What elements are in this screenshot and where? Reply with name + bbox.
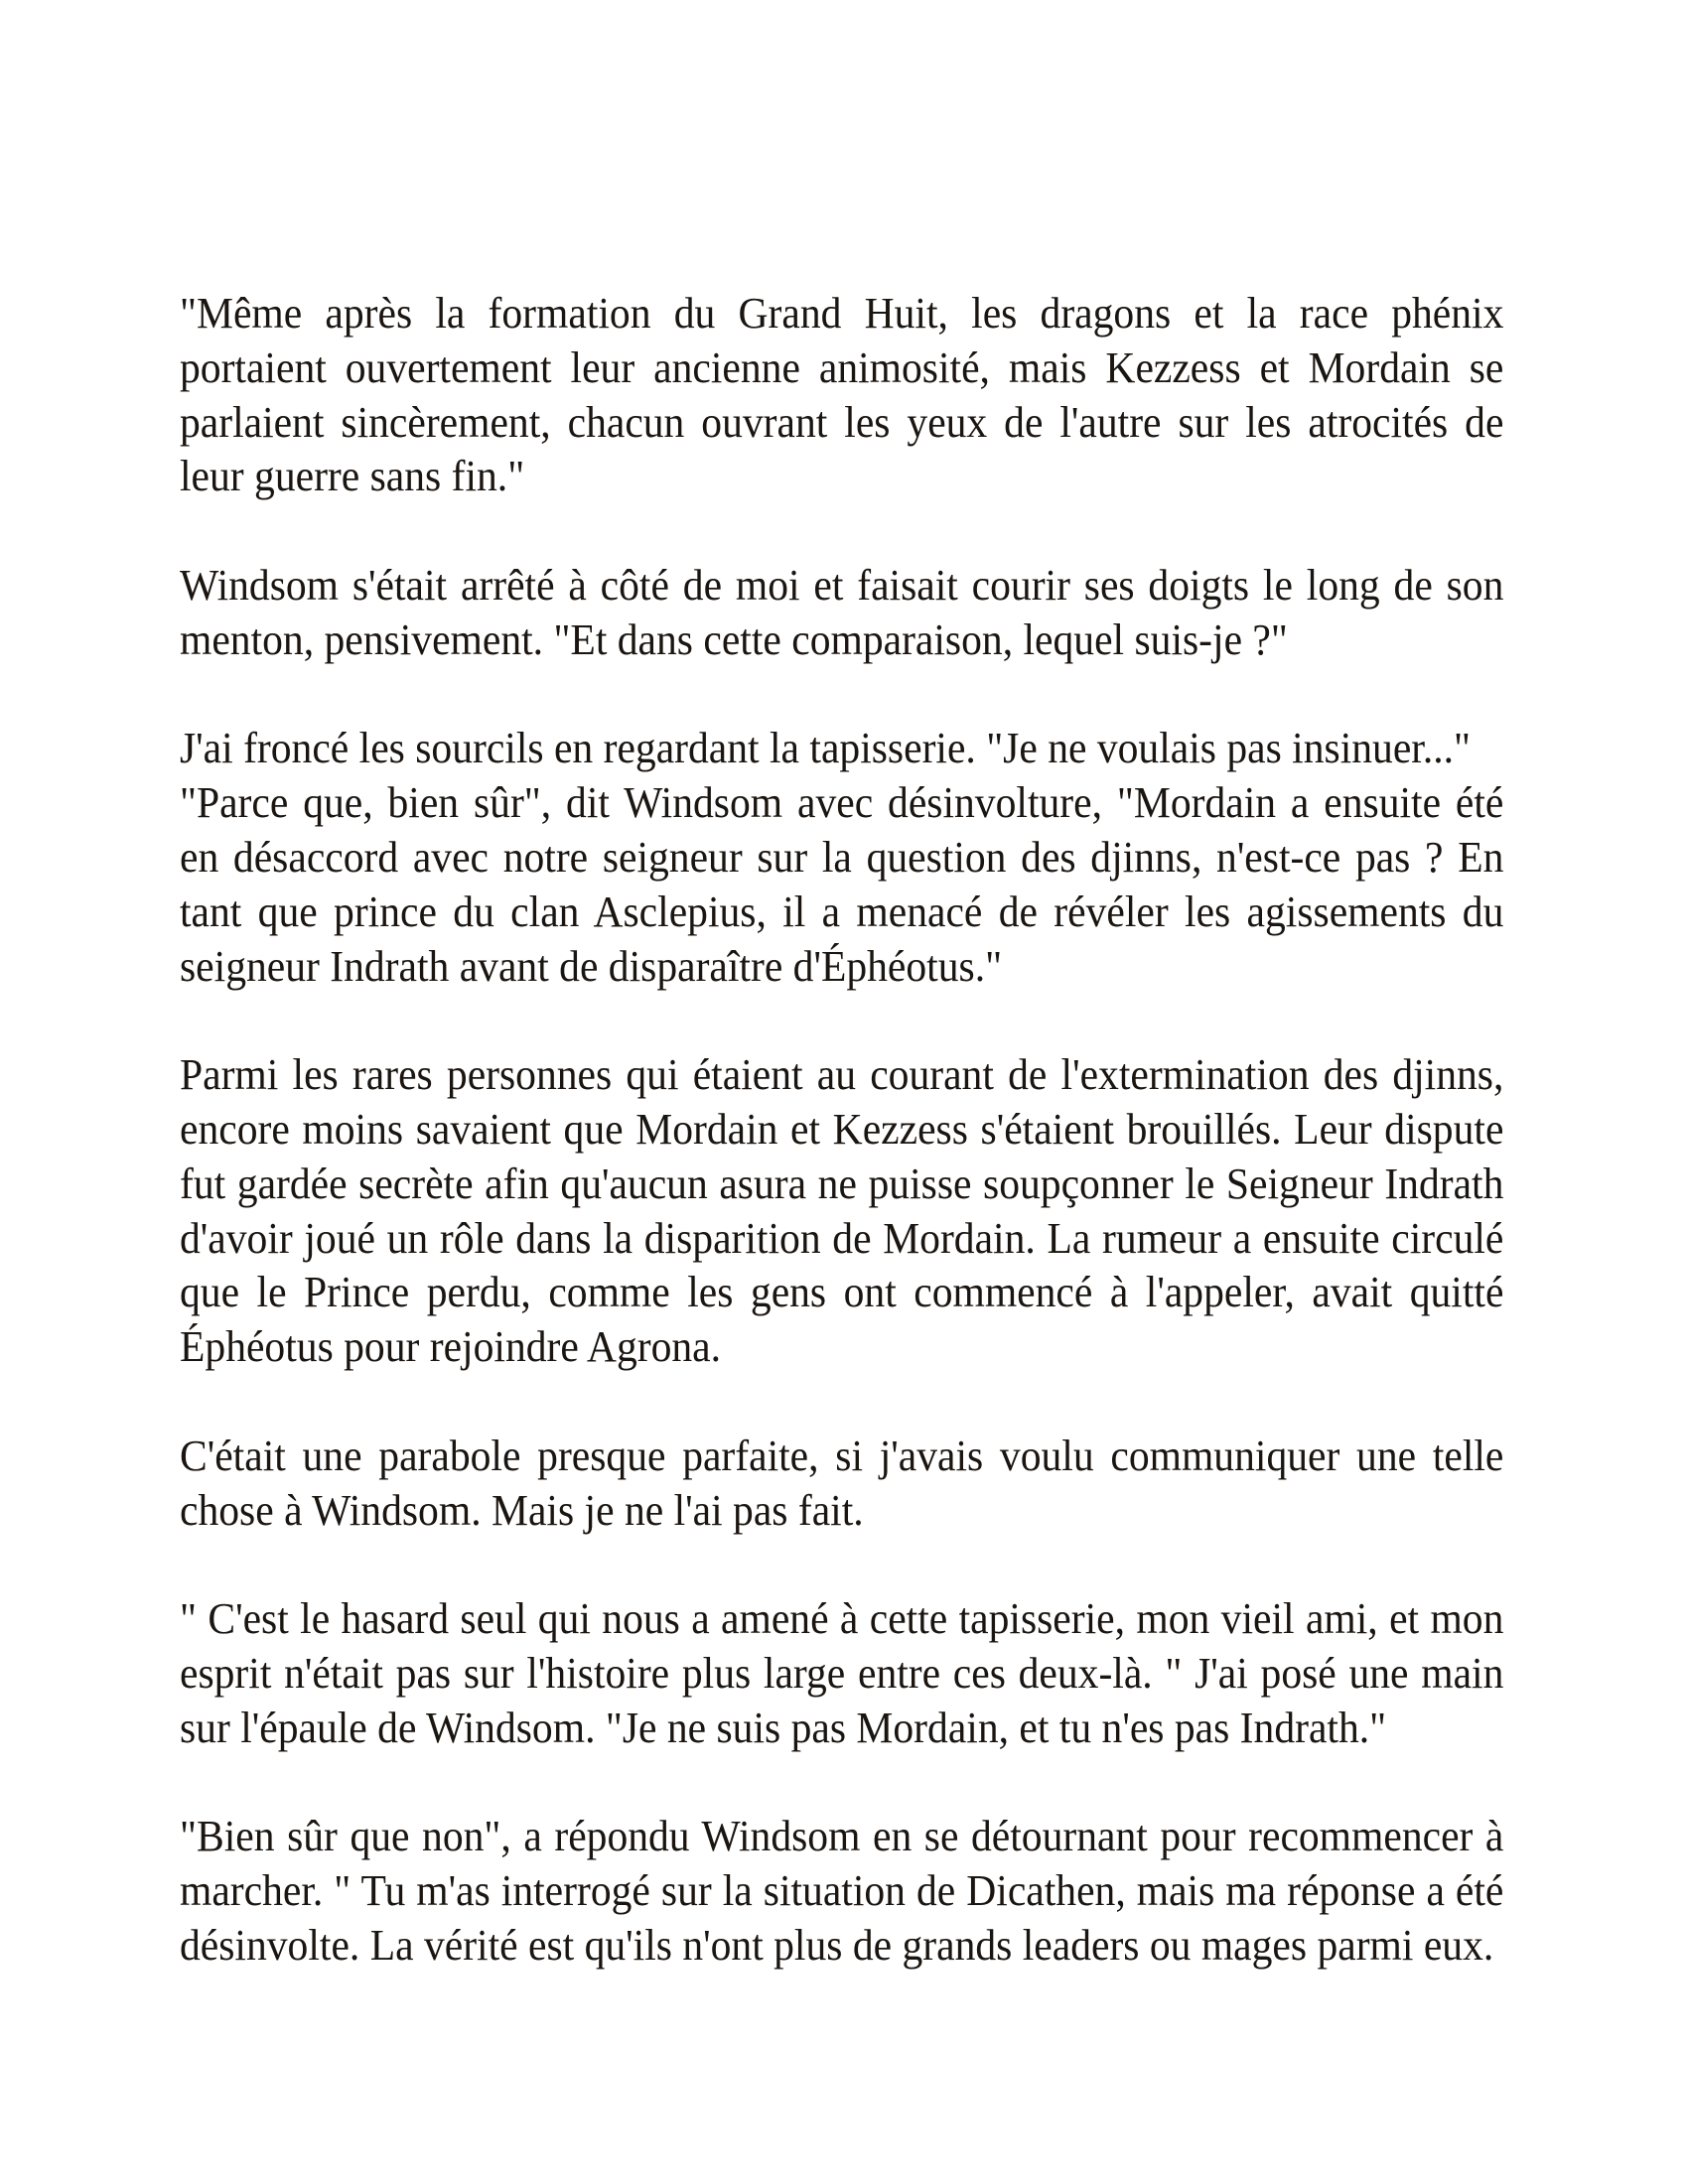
paragraph: " C'est le hasard seul qui nous a amené à cette tapisserie, mon vieil ami, et mon esprit n'était pas sur l'histoire plus large entre ces deux-là. " J'ai posé une main sur l'épaule de Windsom. "Je ne suis pas Mordain, et tu n'es pas Indrath." — [180, 1594, 1504, 1752]
paragraph: J'ai froncé les sourcils en regardant la tapisserie. "Je ne voulais pas insinuer..." — [180, 724, 1472, 773]
paragraph: Windsom s'était arrêté à côté de moi et faisait courir ses doigts le long de son menton, pensivement. "Et dans cette comparaison, lequel suis-je ?" — [180, 560, 1504, 664]
paragraph-block — [180, 1048, 1503, 1375]
paragraph-block — [180, 1810, 1503, 1973]
paragraph: C'était une parabole presque parfaite, si j'avais voulu communiquer une telle chose à Windsom. Mais je ne l'ai pas fait. — [180, 1431, 1504, 1535]
paragraph-block — [180, 1430, 1503, 1539]
paragraph: "Parce que, bien sûr", dit Windsom avec désinvolture, "Mordain a ensuite été en désaccord avec notre seigneur sur la question des djinns, n'est-ce pas ? En tant que prince du clan Asclepius, il a menacé de révéler les agissements du seigneur Indrath avant de disparaître d'Éphéotus." — [180, 778, 1504, 991]
paragraph: "Bien sûr que non", a répondu Windsom en se détournant pour recommencer à marcher. " Tu m'as interrogé sur la situation de Dicathen, mais ma réponse a été désinvolte. La vérité est qu'ils n'ont plus de grands leaders ou mages parmi eux. — [180, 1812, 1504, 1970]
paragraph-block — [180, 287, 1503, 504]
text-column — [180, 287, 1503, 1974]
paragraph: "Même après la formation du Grand Huit, les dragons et la race phénix portaient ouvertement leur ancienne animosité, mais Kezzess et Mordain se parlaient sincèrement, chacun ouvrant les yeux de l'autre sur les atrocités de leur guerre sans fin." — [180, 289, 1504, 501]
paragraph-block — [180, 1592, 1503, 1755]
paragraph-block — [180, 722, 1503, 994]
paragraph-block — [180, 559, 1503, 668]
paragraph: Parmi les rares personnes qui étaient au courant de l'extermination des djinns, encore moins savaient que Mordain et Kezzess s'étaient brouillés. Leur dispute fut gardée secrète afin qu'aucun asura ne puisse soupçonner le Seigneur Indrath d'avoir joué un rôle dans la disparition de Mordain. La rumeur a ensuite circulé que le Prince perdu, comme les gens ont commencé à l'appeler, avait quitté Éphéotus pour rejoindre Agrona. — [180, 1050, 1504, 1372]
